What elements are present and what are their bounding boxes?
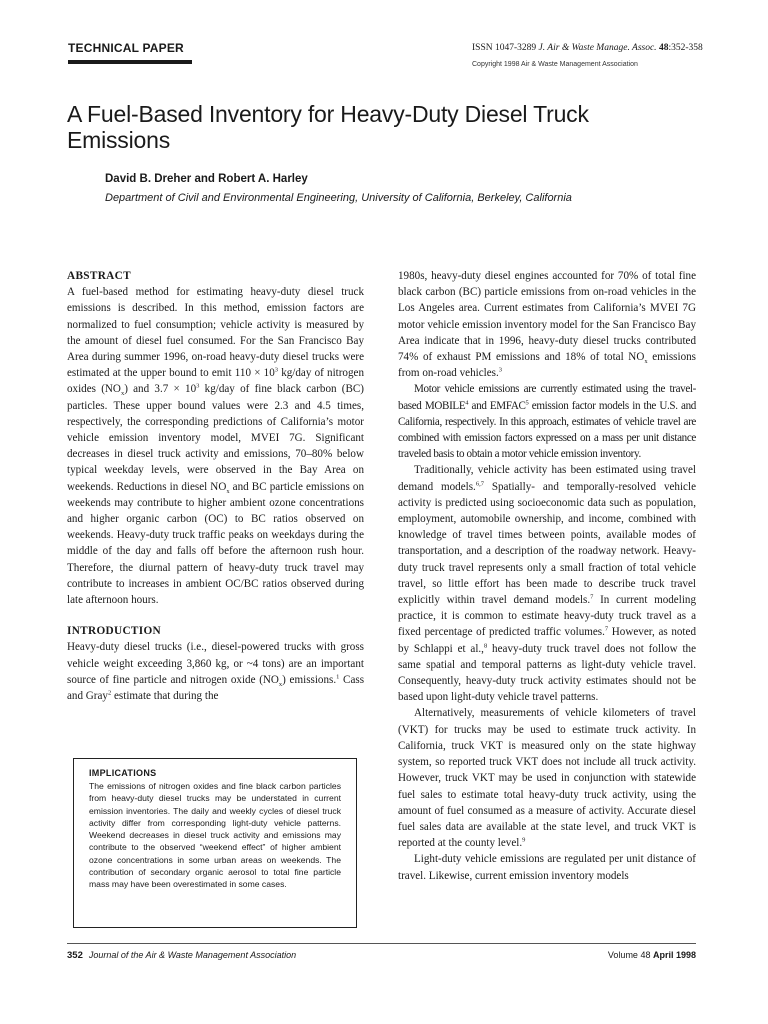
footer-right	[608, 950, 696, 960]
footer-rule	[67, 943, 696, 944]
journal-pages: :352-358	[668, 43, 703, 53]
section-label: TECHNICAL PAPER	[68, 41, 184, 55]
issn-number: ISSN 1047-3289	[472, 43, 537, 53]
footer-date: April 1998	[652, 950, 696, 960]
author-list: David B. Dreher and Robert A. Harley	[105, 173, 308, 185]
implications-text: The emissions of nitrogen oxides and fine black carbon particles from heavy-duty diesel trucks may be understated in current emission inventories. The daily and weekly cycles of diesel truck activity differ from corresponding light-duty vehicle patterns. Weekend decreases in diesel truck activity and emissions may contribute to the observed “weekend effect” of higher ambient ozone concentrations in some urban areas on weekends. The contribution of secondary organic aerosol to total fine particle mass may have been overestimated in some cases.	[89, 781, 341, 890]
introduction-paragraph: Heavy-duty diesel trucks (i.e., diesel-powered trucks with gross vehicle weight exceeding 3,860 kg, or ~4 tons) are an important source of fine particle and nitrogen oxide $(NO_x)$ emissions.$^1$ Cass and Gray$^2$ estimate that during the	[67, 641, 365, 703]
copyright-notice: Copyright 1998 Air & Waste Management Association	[472, 61, 638, 68]
journal-abbrev: J. Air & Waste Manage. Assoc.	[538, 43, 657, 53]
implications-heading: IMPLICATIONS	[89, 768, 157, 778]
body-paragraph: 1980s, heavy-duty diesel engines accounted for 70% of total fine black carbon (BC) particle emissions from on-road vehicles in the Los Angeles area. Current estimates from California’s MVEI 7G motor vehicle emission inventory model for the San Francisco Bay Area indicate that in 1996, heavy-duty diesel trucks contributed 74% of exhaust PM emissions and 18% of total $NO_x$ emissions from on-road vehicles.$^3$	[398, 270, 696, 380]
introduction-heading: INTRODUCTION	[67, 625, 161, 638]
body-paragraph: Light-duty vehicle emissions are regulated per unit distance of travel. Likewise, current emission inventory models	[398, 853, 696, 882]
footer-journal-name: Journal of the Air & Waste Management Association	[88, 950, 297, 960]
body-paragraph: Traditionally, vehicle activity has been estimated using travel demand models.$^{6,7}$ Spatially- and temporally-resolved vehicle activity is predicted using socioeconomic data such as population, employment, automobile ownership, and income, combined with knowledge of travel times between points, available modes of transportation, and a description of the roadway network. Heavy-duty truck travel represents only a small fraction of total vehicle travel, so little effort has been made to describe truck travel explicitly within travel demand models.$^7$ In current modeling practice, it is common to estimate heavy-duty truck travel as a fixed percentage of predicted traffic volumes.$^7$ However, as noted by Schlappi et al.,$^8$ heavy-duty truck travel does not follow the same spatial and temporal patterns as light-duty vehicle travel. Consequently, heavy-duty truck activity estimates should not be based upon light-duty vehicle travel patterns.	[398, 464, 696, 704]
body-paragraph: Alternatively, measurements of vehicle kilometers of travel (VKT) for trucks may be used to estimate truck activity. In California, truck VKT is measured only on the state highway system, so reported truck VKT does not include all truck activity. However, truck VKT may be used in conjunction with statewide fuel sales to estimate total heavy-duty truck activity, using the amount of fuel consumed as a measure of activity. Accurate diesel fuel sales data are available at the state level, and truck VKT is reported at the county level.$^9$	[398, 707, 696, 850]
journal-volume: 48	[658, 43, 669, 53]
column-left	[67, 268, 364, 704]
implications-box	[73, 758, 357, 928]
footer-left	[67, 950, 296, 961]
author-affiliation: Department of Civil and Environmental Engineering, University of California, Berkeley, California	[105, 192, 572, 204]
abstract-paragraph: A fuel-based method for estimating heavy-duty diesel truck emissions is described. In this method, emission factors are normalized to fuel consumption; vehicle activity is measured by the amount of diesel fuel consumed. For the San Francisco Bay Area during summer 1996, on-road heavy-duty diesel trucks were estimated at the upper bound to emit $110 \times 10^3$ kg/day of nitrogen oxides $(NO_x)$ and $3.7 \times 10^3$ kg/day of fine black carbon (BC) particles. These upper bound values were 2.3 and 4.5 times, respectively, the corresponding predictions of California’s motor vehicle emission inventory model, MVEI 7G. Significant decreases in diesel truck activity and emissions, 70–80% below typical weekday levels, were observed in the Bay Area on weekends. Reductions in diesel $NO_x$ and BC particle emissions on weekends may contribute to higher ambient ozone concentrations and higher organic carbon (OC) to BC ratios observed on weekends. Heavy-duty truck traffic peaks on weekdays during the middle of the day and falls off before the afternoon rush hour. Therefore, the diurnal pattern of heavy-duty truck travel may contribute to increases in ambient OC/BC ratios observed during late afternoon hours.	[67, 286, 364, 607]
abstract-heading: ABSTRACT	[67, 270, 131, 282]
body-paragraph: Motor vehicle emissions are currently estimated using the travel-based MOBILE$^4$ and EMFAC$^5$ emission factor models in the U.S. and California, respectively. In this approach, estimates of vehicle travel are combined with emission factors expressed on a mass per unit distance traveled basis to obtain a motor vehicle emission inventory.	[398, 383, 696, 461]
section-label-rule	[68, 60, 192, 64]
article-title: A Fuel-Based Inventory for Heavy-Duty Diesel Truck Emissions	[67, 101, 589, 153]
footer-volume: Volume 48	[607, 950, 651, 960]
column-right	[398, 268, 696, 884]
page-number: 352	[67, 950, 83, 961]
issn-line	[472, 43, 703, 53]
